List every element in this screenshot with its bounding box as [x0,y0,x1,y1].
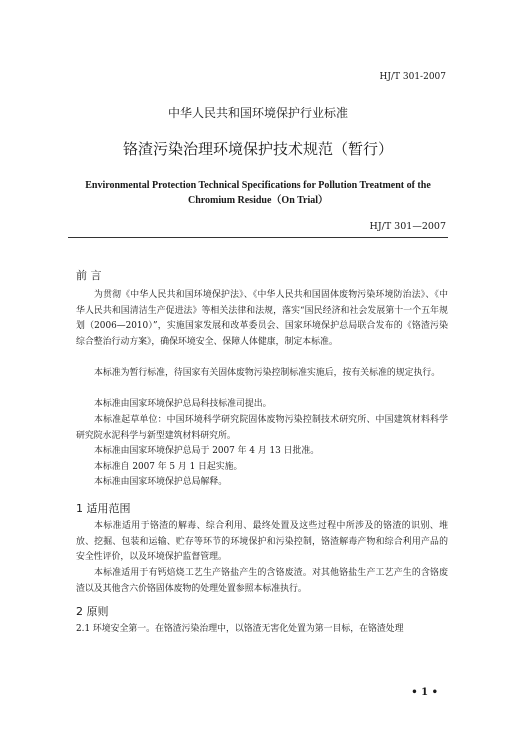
foreword-paragraph: 本标准由国家环境保护总局于 2007 年 4 月 13 日批准。 [94,446,320,456]
document-title-en: Environmental Protection Technical Specifications for Pollution Treatment of the Chromium Residue（On Trial） [85,180,431,206]
page-number: • 1 • [411,687,438,698]
header-divider [68,237,448,238]
foreword-heading: 前 言 [76,269,102,282]
document-code-top: HJ/T 301-2007 [379,72,446,82]
section-1-paragraph: 本标准适用于铬渣的解毒、综合利用、最终处置及这些过程中所涉及的铬渣的识别、堆放、挖掘、包装和运输、贮存等环节的环境保护和污染控制，铬渣解毒产物和综合利用产品的安全性评价，以及环境保护监督管理。 [76,521,448,562]
section-1-paragraph: 本标准适用于有钙焙烧工艺生产铬盐产生的含铬废渣。对其他铬盐生产工艺产生的含铬废渣以及其他含六价铬固体废物的处理处置参照本标准执行。 [76,568,448,594]
foreword-paragraph: 本标准为暂行标准，待国家有关固体废物污染控制标准实施后，按有关标准的规定执行。 [94,368,441,378]
section-2-heading: 2 原则 [76,605,109,618]
foreword-paragraph: 本标准起草单位：中国环境科学研究院固体废物污染控制技术研究所、中国建筑材料科学研究院水泥科学与新型建筑材料研究所。 [76,415,448,441]
foreword-paragraph: 本标准自 2007 年 5 月 1 日起实施。 [94,462,243,472]
document-code: HJ/T 301—2007 [369,221,446,232]
section-1-heading: 1 适用范围 [76,502,131,515]
section-2-paragraph: 2.1 环境安全第一。在铬渣污染治理中，以铬渣无害化处置为第一目标，在铬渣处理 [76,624,404,634]
document-title-cn: 铬渣污染治理环境保护技术规范（暂行） [122,140,393,158]
foreword-paragraph: 本标准由国家环境保护总局科技标准司提出。 [94,399,272,409]
foreword-paragraph: 为贯彻《中华人民共和国环境保护法》、《中华人民共和国固体废物污染环境防治法》、《中华人民共和国清洁生产促进法》等相关法律和法规，落实“国民经济和社会发展第十一个五年规划（2006—2010）”，实施国家发展和改革委员会、国家环境保护总局联合发布的《铬渣污染综合整治行动方案》，确保环境安全、保障人体健康，制定本标准。 [76,290,448,347]
issuing-organization: 中华人民共和国环境保护行业标准 [167,106,348,120]
foreword-paragraph: 本标准由国家环境保护总局解释。 [94,477,228,487]
